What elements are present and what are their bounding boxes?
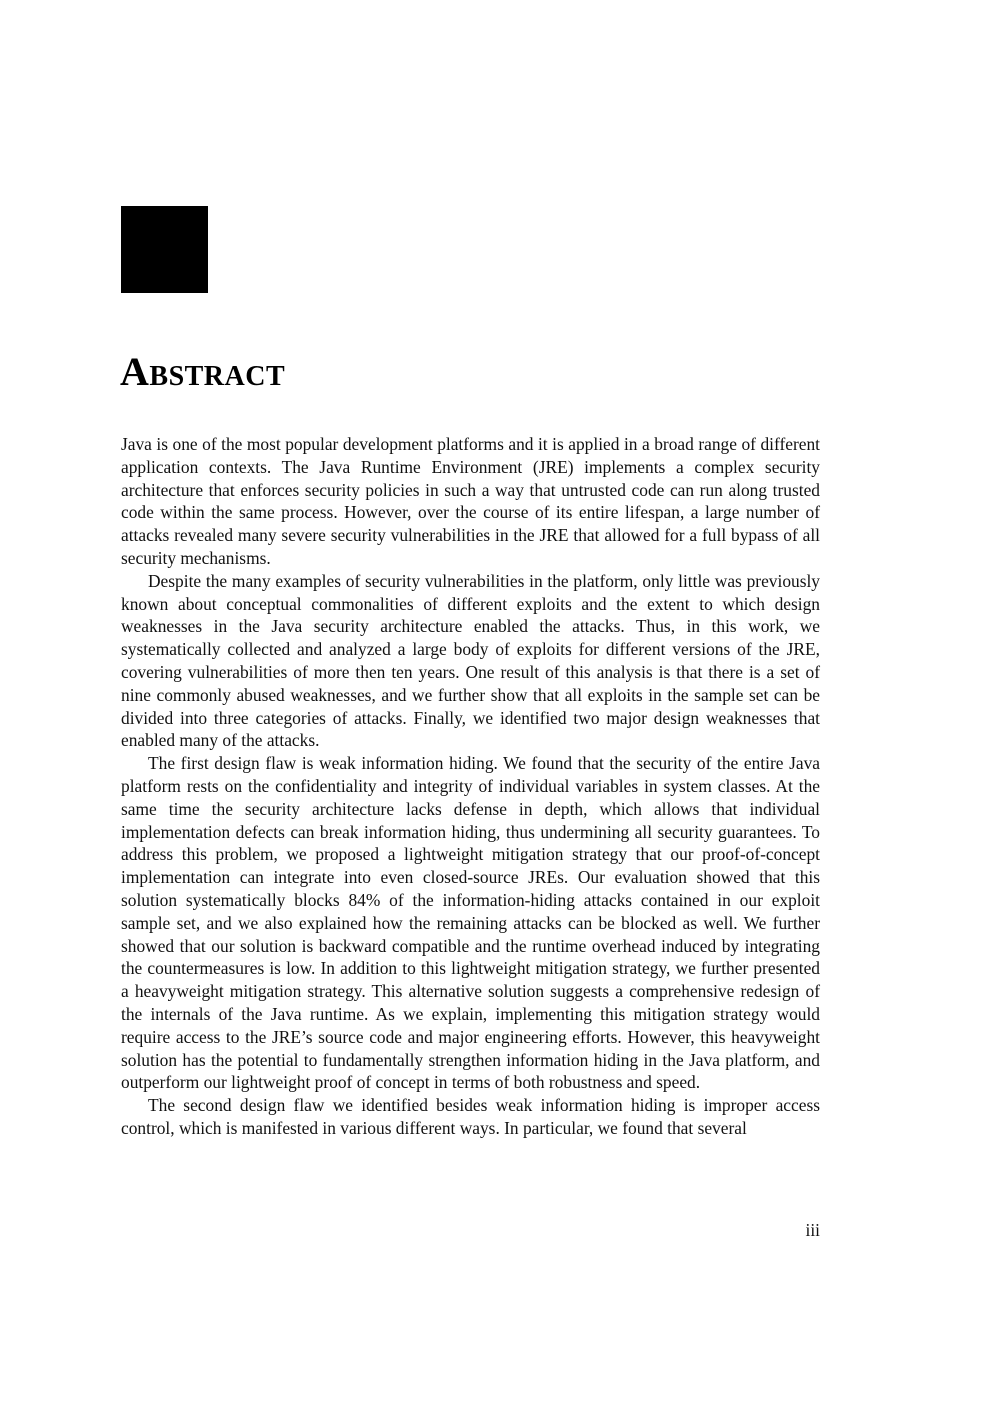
abstract-body [121,433,820,1140]
paragraph: The first design flaw is weak information hiding. We found that the security of the entire Java platform rests on the confidentiality and integrity of individual variables in system classes. At the same time the security architecture lacks defense in depth, which allows that individual implementation defects can break information hiding, thus undermining all security guarantees. To address this problem, we proposed a lightweight mitigation strategy that our proof-of-concept implementation can integrate into even closed-source JREs. Our evaluation showed that this solution systematically blocks 84% of the information-hiding attacks contained in our exploit sample set, and we also explained how the remaining attacks can be blocked as well. We further showed that our solution is backward compatible and the runtime overhead induced by integrating the countermeasures is low. In addition to this lightweight mitigation strategy, we further presented a heavyweight mitigation strategy. This alternative solution suggests a comprehensive redesign of the internals of the Java runtime. As we explain, implementing this mitigation strategy would require access to the JRE’s source code and major engineering efforts. However, this heavyweight solution has the potential to fundamentally strengthen information hiding in the Java platform, and outperform our lightweight proof of concept in terms of both robustness and speed. [121,753,820,1093]
chapter-marker-block [121,206,208,293]
chapter-title: Abstract [120,349,286,394]
page-number: iii [805,1220,820,1240]
paragraph: Despite the many examples of security vulnerabilities in the platform, only little was previously known about conceptual commonalities of different exploits and the extent to which design weaknesses in the Java security architecture enabled the attacks. Thus, in this work, we systematically collected and analyzed a large body of exploits for different versions of the JRE, covering vulnerabilities of more then ten years. One result of this analysis is that there is a set of nine commonly abused weaknesses, and we further show that all exploits in the sample set can be divided into three categories of attacks. Finally, we identified two major design weaknesses that enabled many of the attacks. [121,570,820,751]
paragraph: The second design flaw we identified besides weak information hiding is improper access control, which is manifested in various different ways. In particular, we found that several [121,1095,820,1138]
paragraph: Java is one of the most popular development platforms and it is applied in a broad range of different application contexts. The Java Runtime Environment (JRE) implements a complex security architecture that enforces security policies in such a way that untrusted code can run along trusted code within the same process. However, over the course of its entire lifespan, a large number of attacks revealed many severe security vulnerabilities in the JRE that allowed for a full bypass of all security mechanisms. [121,434,820,568]
